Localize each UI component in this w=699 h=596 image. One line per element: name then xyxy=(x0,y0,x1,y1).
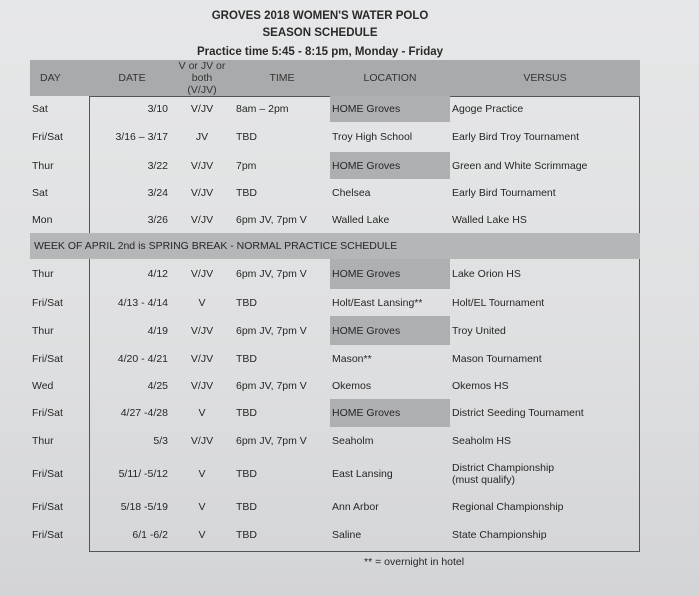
cell-vjv: V/JV xyxy=(190,268,214,280)
cell-time: TBD xyxy=(236,131,257,143)
cell-loc: Chelsea xyxy=(332,186,371,199)
footnote: ** = overnight in hotel xyxy=(364,556,465,568)
cell-vs: Green and White Scrimmage xyxy=(452,159,588,172)
cell-time: TBD xyxy=(236,468,257,480)
spring-break-note: WEEK OF APRIL 2nd is SPRING BREAK - NORMAL PRACTICE SCHEDULE xyxy=(30,233,640,259)
cell-vjv: V/JV xyxy=(190,103,214,115)
table-row xyxy=(30,289,640,316)
cell-day: Mon xyxy=(32,213,53,226)
table-row xyxy=(30,372,640,399)
table-row xyxy=(30,122,640,152)
cell-loc: Troy High School xyxy=(332,131,413,143)
table-row xyxy=(30,455,640,493)
cell-vjv: V/JV xyxy=(190,379,214,392)
cell-day: Fri/Sat xyxy=(32,528,63,541)
table-row xyxy=(30,493,640,521)
cell-vjv: V xyxy=(198,528,206,541)
versus-line-2: (must qualify) xyxy=(452,474,516,486)
cell-day: Thur xyxy=(32,435,54,447)
cell-vs: Regional Championship xyxy=(452,501,564,513)
cell-loc: HOME Groves xyxy=(330,152,450,179)
cell-time: 6pm JV, 7pm V xyxy=(236,379,307,392)
col-location: LOCATION xyxy=(330,60,450,96)
cell-time: TBD xyxy=(236,186,257,199)
cell-day: Fri/Sat xyxy=(32,352,63,365)
cell-time: TBD xyxy=(236,501,257,513)
cell-time: TBD xyxy=(236,407,257,419)
cell-day: Fri/Sat xyxy=(32,296,63,309)
cell-vjv: V/JV xyxy=(190,324,214,337)
cell-loc: Ann Arbor xyxy=(332,501,379,513)
cell-loc: Mason** xyxy=(332,352,372,365)
cell-time: TBD xyxy=(236,528,257,541)
cell-time: 6pm JV, 7pm V xyxy=(236,324,307,337)
cell-vs: District Seeding Tournament xyxy=(452,407,584,419)
cell-vs: Seaholm HS xyxy=(452,435,511,447)
cell-day: Fri/Sat xyxy=(32,501,63,513)
cell-vjv: V xyxy=(198,407,206,419)
cell-vs: Lake Orion HS xyxy=(452,268,521,280)
cell-vs: Early Bird Tournament xyxy=(452,186,556,199)
table-header-row xyxy=(30,60,640,96)
cell-date: 4/12 xyxy=(147,268,168,280)
cell-loc: Okemos xyxy=(332,379,372,392)
cell-date: 5/11/ -5/12 xyxy=(118,468,168,480)
cell-time: 8am – 2pm xyxy=(236,103,289,115)
cell-day: Thur xyxy=(32,159,54,172)
table-row xyxy=(30,96,640,122)
cell-time: 6pm JV, 7pm V xyxy=(236,268,307,280)
practice-time: Practice time 5:45 - 8:15 pm, Monday - Friday xyxy=(196,46,444,58)
cell-vs: Agoge Practice xyxy=(452,103,524,115)
cell-time: 6pm JV, 7pm V xyxy=(236,435,307,447)
cell-vjv: V/JV xyxy=(190,352,214,365)
note-row xyxy=(30,233,640,259)
cell-date: 5/18 -5/19 xyxy=(120,501,168,513)
table-row xyxy=(30,179,640,206)
cell-loc: Seaholm xyxy=(332,435,374,447)
col-versus: VERSUS xyxy=(450,60,640,96)
cell-loc: Saline xyxy=(332,528,362,541)
cell-date: 4/20 - 4/21 xyxy=(117,352,168,365)
table-row xyxy=(30,345,640,372)
cell-date: 4/13 - 4/14 xyxy=(117,296,168,309)
cell-date: 3/26 xyxy=(147,213,168,226)
table-row xyxy=(30,316,640,345)
table-row xyxy=(30,521,640,548)
cell-time: 7pm xyxy=(236,159,257,172)
cell-date: 3/24 xyxy=(147,186,168,199)
cell-date: 4/19 xyxy=(147,324,168,337)
cell-loc: HOME Groves xyxy=(330,316,450,345)
cell-date: 3/10 xyxy=(147,103,168,115)
cell-vs: Mason Tournament xyxy=(452,352,542,365)
cell-vjv: V/JV xyxy=(190,213,214,226)
cell-vs: Holt/EL Tournament xyxy=(452,296,545,309)
cell-vs: Early Bird Troy Tournament xyxy=(452,131,580,143)
cell-loc: HOME Groves xyxy=(330,259,450,289)
col-day: DAY xyxy=(30,60,94,96)
cell-day: Thur xyxy=(32,324,54,337)
cell-date: 4/25 xyxy=(147,379,168,392)
cell-vjv: JV xyxy=(195,131,209,143)
cell-time: TBD xyxy=(236,296,257,309)
col-vjv: V or JV or both (V/JV) xyxy=(170,60,234,96)
col-time: TIME xyxy=(234,60,330,96)
cell-day: Sat xyxy=(32,186,48,199)
cell-vs: Walled Lake HS xyxy=(452,213,527,226)
cell-vs: State Championship xyxy=(452,528,547,541)
cell-loc: East Lansing xyxy=(332,468,393,480)
table-row xyxy=(30,399,640,427)
cell-day: Thur xyxy=(32,268,54,280)
cell-day: Fri/Sat xyxy=(32,407,63,419)
table-row xyxy=(30,427,640,455)
cell-vjv: V xyxy=(198,468,206,480)
cell-date: 5/3 xyxy=(153,435,168,447)
cell-vjv: V xyxy=(198,501,206,513)
cell-loc: HOME Groves xyxy=(330,399,450,427)
cell-vjv: V/JV xyxy=(190,159,214,172)
cell-vs: Troy United xyxy=(452,324,506,337)
cell-day: Fri/Sat xyxy=(32,131,63,143)
cell-vjv: V/JV xyxy=(190,435,214,447)
cell-date: 3/16 – 3/17 xyxy=(115,131,168,143)
cell-date: 6/1 -6/2 xyxy=(132,528,168,541)
cell-loc: HOME Groves xyxy=(330,96,450,122)
cell-date: 4/27 -4/28 xyxy=(120,407,168,419)
cell-date: 3/22 xyxy=(147,159,168,172)
col-date: DATE xyxy=(94,60,170,96)
cell-time: 6pm JV, 7pm V xyxy=(236,213,307,226)
table-row xyxy=(30,206,640,233)
document-subtitle: SEASON SCHEDULE xyxy=(262,27,378,39)
cell-time: TBD xyxy=(236,352,257,365)
cell-vs: Okemos HS xyxy=(452,379,509,392)
table-row xyxy=(30,259,640,289)
versus-line-1: District Championship xyxy=(452,462,555,474)
document-title: GROVES 2018 WOMEN'S WATER POLO xyxy=(211,10,429,22)
table-row xyxy=(30,152,640,179)
cell-vjv: V/JV xyxy=(190,186,214,199)
cell-day: Sat xyxy=(32,103,48,115)
cell-loc: Walled Lake xyxy=(332,213,390,226)
schedule-table xyxy=(30,60,640,548)
cell-loc: Holt/East Lansing** xyxy=(332,296,423,309)
cell-vs xyxy=(450,455,640,493)
cell-day: Wed xyxy=(32,379,54,392)
cell-day: Fri/Sat xyxy=(32,468,63,480)
cell-vjv: V xyxy=(198,296,206,309)
